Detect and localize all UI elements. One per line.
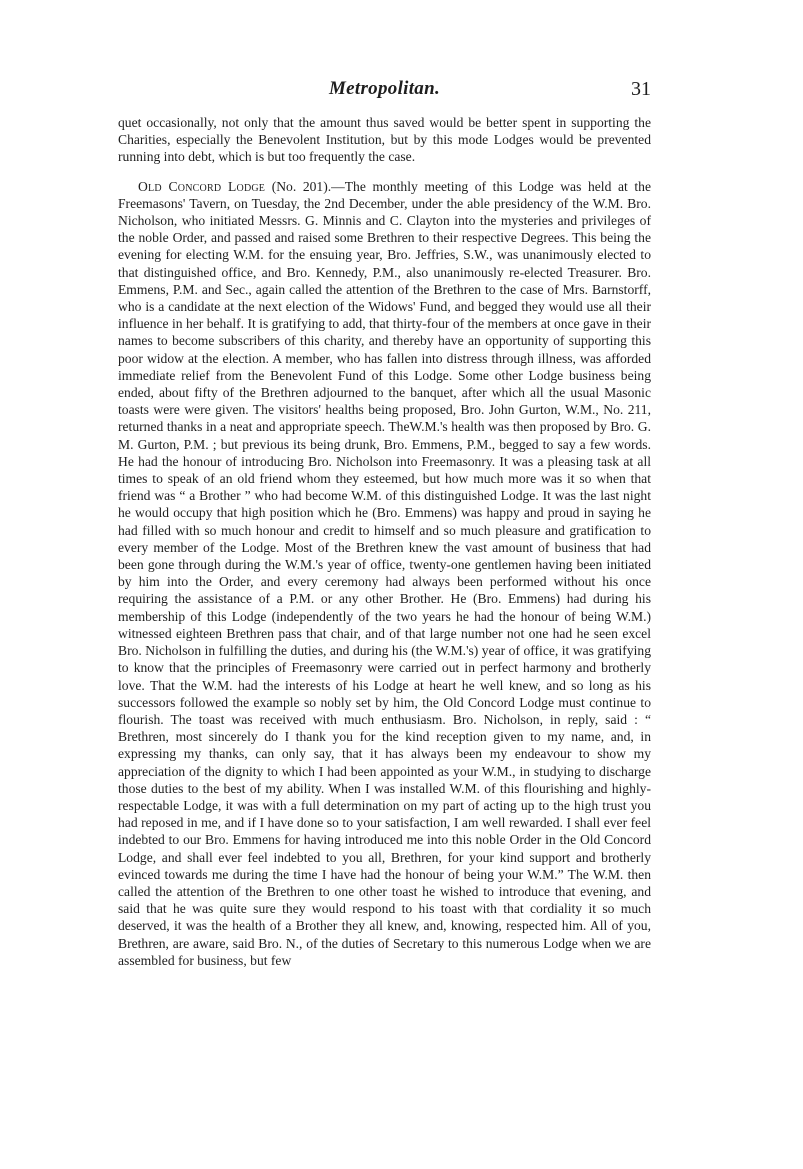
paragraph-continuation bbox=[118, 114, 651, 166]
paragraph-text: (No. 201).—The monthly meeting of this Lodge was held at the Freemasons' Tavern, on Tuesday, the 2nd December, under the able presidency of the W.M. Bro. Nicholson, who initiated Messrs. G. Minnis and C. Clayton into the mysteries and privileges of the noble Order, and passed and raised some Brethren to their respective Degrees. This being the evening for electing W.M. for the ensuing year, Bro. Jeffries, S.W., was unanimously elected to that distinguished office, and Bro. Kennedy, P.M., also unanimously re-elected Treasurer. Bro. Emmens, P.M. and Sec., again called the attention of the Brethren to the case of Mrs. Barnstorff, who is a candidate at the next election of the Widows' Fund, and begged they would use all their influence in her behalf. It is gratifying to add, that thirty-four of the members at once gave in their names to become subscribers of this charity, and thereby have an opportunity of supporting this poor widow at the election. A member, who has fallen into distress through illness, was afforded immediate relief from the Benevolent Fund of this Lodge. Some other Lodge business being ended, about fifty of the Brethren adjourned to the banquet, after which all the usual Masonic toasts were were given. The visitors' healths being proposed, Bro. John Gurton, W.M., No. 211, returned thanks in a neat and appropriate speech. TheW.M.'s health was then proposed by Bro. G. M. Gurton, P.M. ; but previous its being drunk, Bro. Emmens, P.M., begged to say a few words. He had the honour of introducing Bro. Nicholson into Freemasonry. It was a pleasing task at all times to speak of an old friend whom they esteemed, but how much more was it so when that friend was “ a Brother ” who had become W.M. of this distinguished Lodge. It was the last night he would occupy that high position which he (Bro. Emmens) was happy and proud in saying he had filled with so much honour and credit to himself and so much pleasure and gratification to every member of the Lodge. Most of the Brethren knew the vast amount of business that had been gone through during the W.M.'s year of office, twenty-one gentlemen having been initiated by him into the Order, and every ceremony had always been performed without his once requiring the assistance of a P.M. or any other Brother. He (Bro. Emmens) had during his membership of this Lodge (independently of the two years he had the honour of being W.M.) witnessed eighteen Brethren pass that chair, and of that large number not one had he seen excel Bro. Nicholson in fulfilling the duties, and during his (the W.M.'s) year of office, it was gratifying to know that the principles of Freemasonry were carried out in perfect harmony and brotherly love. That the W.M. had the interests of his Lodge at heart he well knew, and so long as his successors followed the example so nobly set by him, the Old Concord Lodge must continue to flourish. The toast was received with much enthusiasm. Bro. Nicholson, in reply, said : “ Brethren, most sincerely do I thank you for the kind reception given to my name, and, in expressing my thanks, can only say, that it has always been my endeavour to show my appreciation of the dignity to which I had been appointed as your W.M., in studying to discharge those duties to the best of my ability. When I was installed W.M. of this flourishing and highly-respectable Lodge, it was with a full determination on my part of acting up to the high trust you had reposed in me, and if I have done so to your satisfaction, I am well rewarded. I shall ever feel indebted to our Bro. Emmens for having introduced me into this noble Order in the Old Concord Lodge, and shall ever feel indebted to you all, Brethren, for your kind support and brotherly evinced towards me during the time I have had the honour of being your W.M.” The W.M. then called the attention of the Brethren to one other toast he wished to introduce that evening, and said that he was quite sure they would respond to his toast with that cordiality it so much deserved, it was the health of a Brother they all knew, and, knowing, respected him. All of you, Brethren, are aware, said Bro. N., of the duties of Secretary to this numerous Lodge when we are assembled for business, but few bbox=[118, 178, 651, 968]
lodge-heading: Old Concord Lodge bbox=[138, 178, 266, 194]
page-header bbox=[118, 78, 651, 108]
paragraph-text: quet occasionally, not only that the amount thus saved would be better spent in supporting the Charities, especially the Benevolent Institution, but by this mode Lodges would be prevented running into debt, which is but too frequently the case. bbox=[118, 115, 651, 165]
running-title: Metropolitan. bbox=[328, 78, 441, 99]
paragraph-old-concord-lodge bbox=[118, 178, 651, 969]
article-body bbox=[118, 114, 651, 969]
page-number: 31 bbox=[631, 78, 651, 100]
